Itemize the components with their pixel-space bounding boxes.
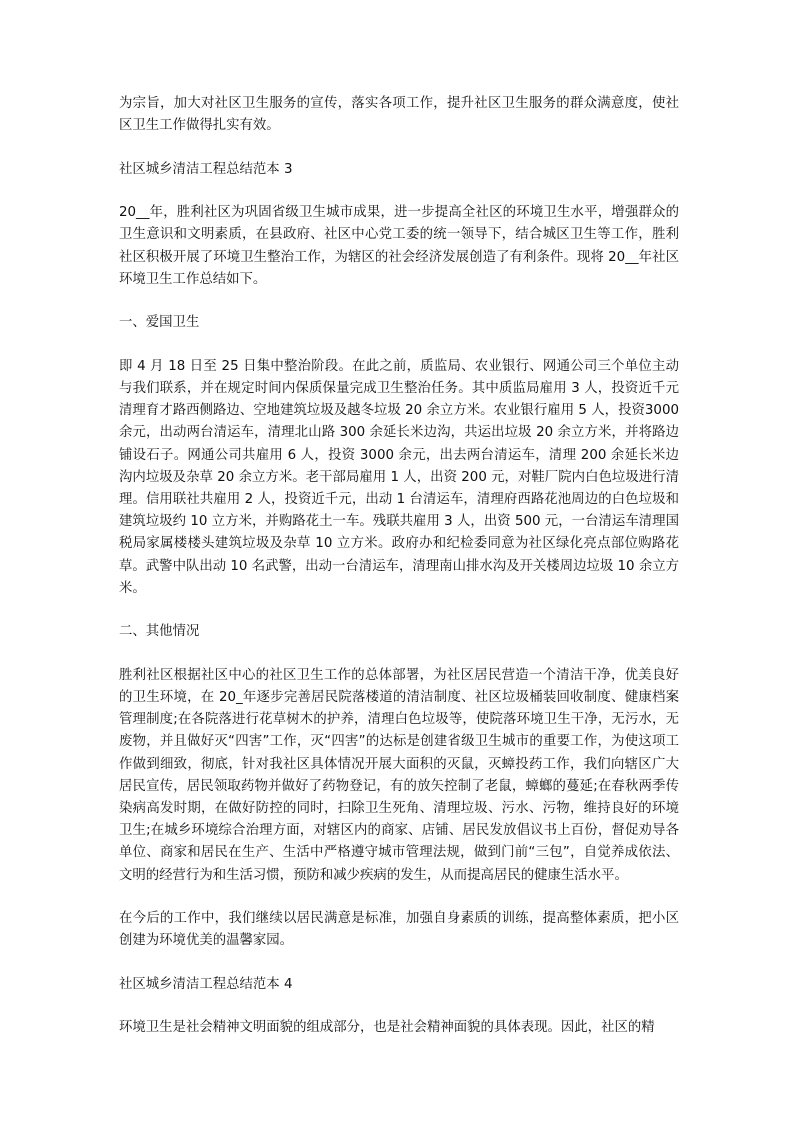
paragraph-intro-continuation: 为宗旨，加大对社区卫生服务的宣传，落实各项工作，提升社区卫生服务的群众满意度，使社区卫生工作做得扎实有效。 [119,96,679,134]
paragraph-spacer [119,887,679,908]
section-heading-sample-4: 社区城乡清洁工程总结范本 4 [119,976,293,992]
document-page [119,93,679,1040]
section-heading-patriotic-health: 一、爱国卫生 [119,315,200,331]
paragraph-spacer [119,644,679,665]
paragraph-spacer [119,996,679,1017]
paragraph-spacer [119,335,679,356]
paragraph-sample-3-intro: 20__年，胜利社区为巩固省级卫生城市成果，进一步提高全社区的环境卫生水平，增强群众的卫生意识和文明素质，在县政府、社区中心党工委的统一领导下，结合城区卫生等工作，胜利社区积极开展了环境卫生整治工作，为辖区的社会经济发展创造了有利条件。现将 20__年社区环境卫生工作总结如下。 [119,205,679,287]
paragraph-other-situation: 胜利社区根据社区中心的社区卫生工作的总体部署，为社区居民营造一个清洁干净，优美良好的卫生环境，在 20_年逐步完善居民院落楼道的清洁制度、社区垃圾桶装回收制度、健康档案管理制度;在各院落进行花草树木的护养，清理白色垃圾等，使院落环境卫生干净，无污水，无废物，并且做好灭“四害”工作，灭“四害”的达标是创建省级卫生城市的重要工作，为使这项工作做到细致，彻底，针对我社区具体情况开展大面积的灭鼠，灭蟑投药工作，我们向辖区广大居民宣传，居民领取药物并做好了药物登记，有的放矢控制了老鼠，蟑螂的蔓延;在春秋两季传染病高发时期，在做好防控的同时，扫除卫生死角、清理垃圾、污水、污物，维持良好的环境卫生;在城乡环境综合治理方面，对辖区内的商家、店铺、居民发放倡议书上百份，督促劝导各单位、商家和居民在生产、生活中严格遵守城市管理法规，做到门前“三包”，自觉养成依法、文明的经营行为和生活习惯，预防和减少疾病的发生，从而提高居民的健康生活水平。 [119,667,679,883]
paragraph-spacer [119,953,679,974]
paragraph-future-work: 在今后的工作中，我们继续以居民满意是标准，加强自身素质的训练，提高整体素质，把小区创建为环境优美的温馨家园。 [119,911,679,949]
paragraph-spacer [119,181,679,202]
paragraph-spacer [119,600,679,621]
paragraph-spacer [119,291,679,312]
paragraph-sample-4-intro: 环境卫生是社会精神文明面貌的组成部分，也是社会精神面貌的具体表现。因此，社区的精 [119,1020,655,1036]
section-heading-sample-3: 社区城乡清洁工程总结范本 3 [119,161,293,177]
paragraph-spacer [119,137,679,158]
paragraph-patriotic-health: 即 4 月 18 日至 25 日集中整治阶段。在此之前，质监局、农业银行、网通公司三个单位主动与我们联系，并在规定时间内保质保量完成卫生整治任务。其中质监局雇用 3 人，投资近千元清理育才路西侧路边、空地建筑垃圾及越冬垃圾 20 余立方米。农业银行雇用 5 人，投资3000 余元，出动两台清运车，清理北山路 300 余延长米边沟，共运出垃圾 20 余立方米，并将路边铺设石子。网通公司共雇用 6 人，投资 3000 余元，出去两台清运车，清理 200 余延长米边沟内垃圾及杂草 20 余立方米。老干部局雇用 1 人，出资 200 元，对鞋厂院内白色垃圾进行清理。信用联社共雇用 2 人，投资近千元，出动 1 台清运车，清理府西路花池周边的白色垃圾和建筑垃圾约 10 立方米，并购路花土一车。残联共雇用 3 人，出资 500 元，一台清运车清理国税局家属楼楼头建筑垃圾及杂草 10 立方米。政府办和纪检委同意为社区绿化亮点部位购路花草。武警中队出动 10 名武警，出动一台清运车，清理南山排水沟及开关楼周边垃圾 10 余立方米。 [119,358,679,596]
section-heading-other: 二、其他情况 [119,624,200,640]
